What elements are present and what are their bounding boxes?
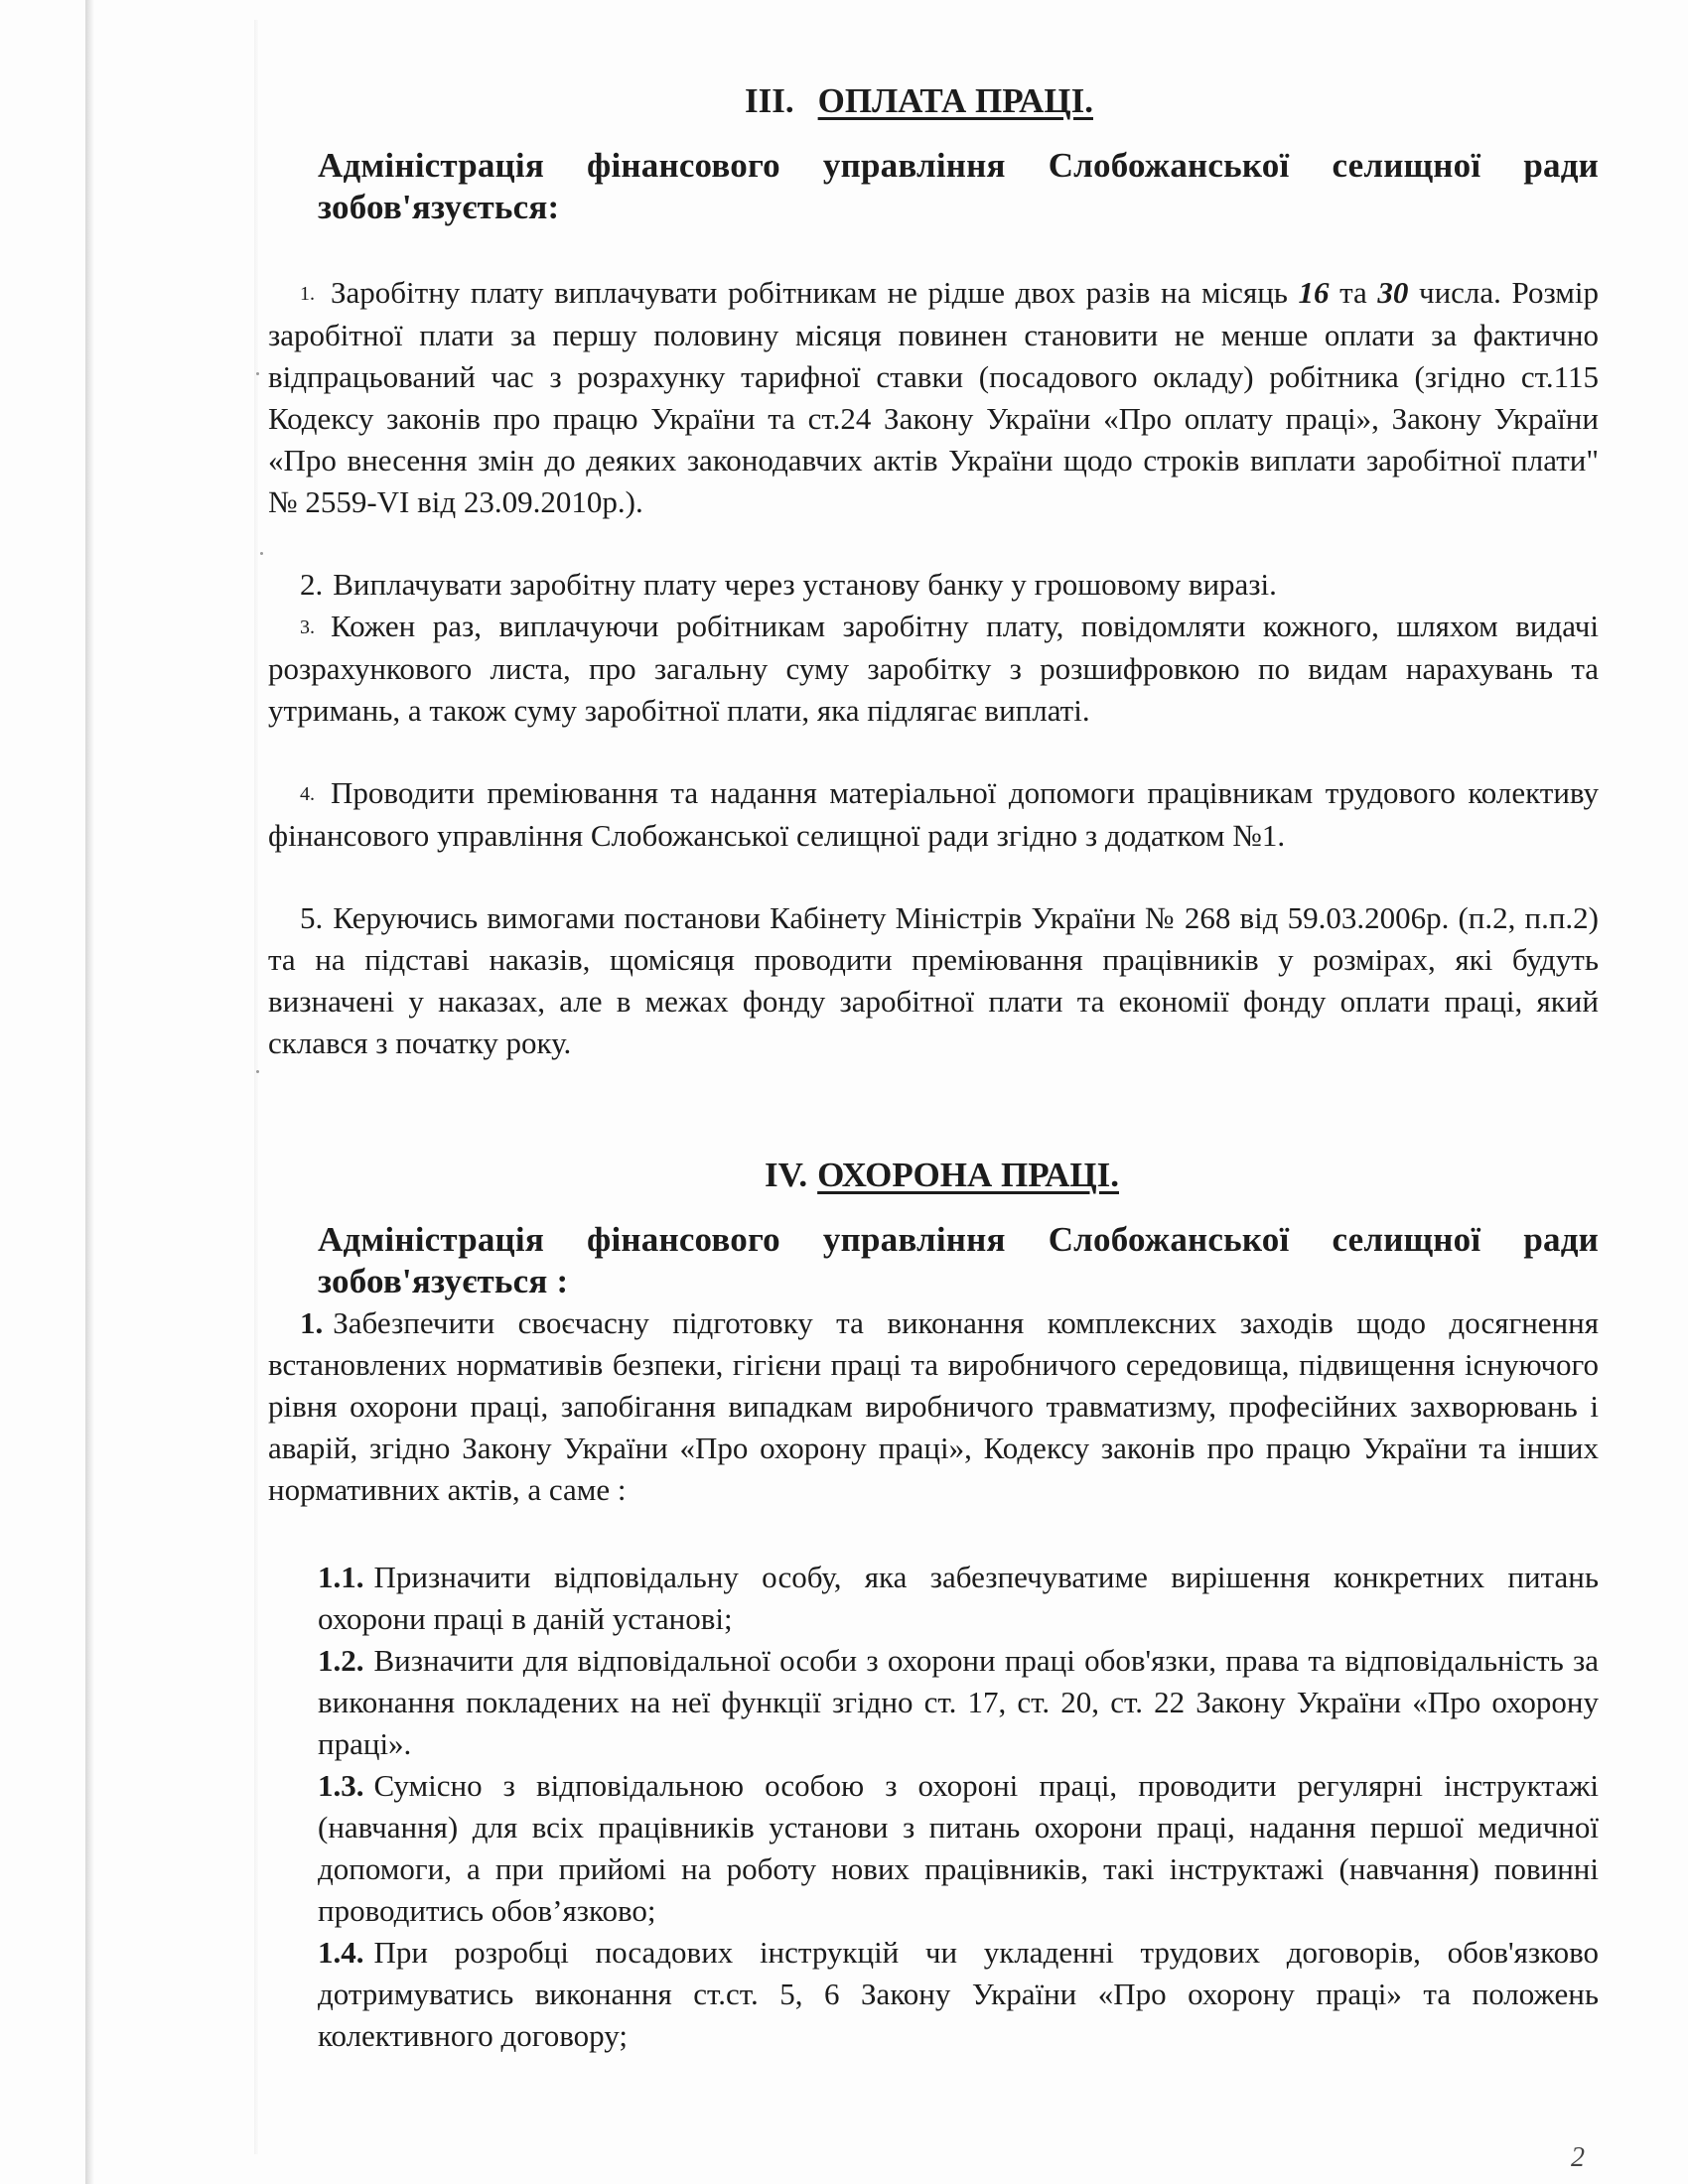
item-text-joiner: та (1329, 275, 1378, 310)
item-text: Керуючись вимогами постанови Кабінету Міністрів України № 268 від 59.03.2006р. (п.2, п.п.2) та на підставі наказів, щомісяця проводити преміювання працівників у розмірах, які будуть визначені у наказах, але в межах фонду заробітної плати та економії фонду оплати праці, який склався з початку року. (268, 900, 1599, 1060)
section-4-number: IV. (765, 1156, 808, 1194)
item-number: 1. (300, 283, 315, 305)
item-text: Визначити для відповідальної особи з охорони праці обов'язки, права та відповідальність за виконання покладених на неї функції згідно ст. 17, ст. 20, ст. 22 Закону України «Про охорону праці». (318, 1643, 1599, 1761)
section-3-item-2 (268, 564, 1599, 606)
item-text: При розробці посадових інструкцій чи укладенні трудових договорів, обов'язково дотримуватись виконання ст.ст. 5, 6 Закону України «Про охорону праці» та положень колективного договору; (318, 1935, 1599, 2053)
scan-speck (256, 1070, 259, 1073)
item-number: 1.2. (318, 1643, 364, 1678)
section-4-item-1-4 (318, 1932, 1599, 2057)
section-4-item-1 (268, 1302, 1599, 1511)
item-number: 1.3. (318, 1768, 364, 1803)
section-3-heading (745, 81, 1093, 121)
item-text: Кожен раз, виплачуючи робітникам заробітну плату, повідомляти кожного, шляхом видачі розрахункового листа, про загальну суму заробітку з розшифровкою по видам нарахувань та утримань, а також суму заробітної плати, яка підлягає виплаті. (268, 609, 1599, 728)
page-number-mark: 2 (1571, 2142, 1585, 2173)
pay-day-2: 30 (1377, 275, 1409, 310)
section-3-item-3 (268, 606, 1599, 732)
section-3-title: ОПЛАТА ПРАЦІ. (817, 81, 1093, 120)
item-number: 1.4. (318, 1935, 364, 1970)
item-text: Забезпечити своєчасну підготовку та виконання комплексних заходів щодо досягнення встановлених нормативів безпеки, гігієни праці та виробничого середовища, підвищення існуючого рівня охорони праці, запобігання випадкам виробничого травматизму, професійних захворювань і аварій, згідно Закону України «Про охорону праці», Кодексу законів про працю України та інших нормативних актів, а саме : (268, 1305, 1599, 1507)
scan-edge-shadow (85, 0, 94, 2184)
item-text: Призначити відповідальну особу, яка забезпечуватиме вирішення конкретних питань охорони праці в даній установі; (318, 1560, 1599, 1636)
item-text: Сумісно з відповідальною особою з охороні праці, проводити регулярні інструктажі (навчання) для всіх працівників установи з питань охорони праці, надання першої медичної допомоги, а при прийомі на роботу нових працівників, такі інструктажі (навчання) повинні проводитись обов’язково; (318, 1768, 1599, 1928)
section-4-admin-statement: Адміністрація фінансового управління Слобожанської селищної ради зобов'язується : (318, 1220, 1599, 1300)
section-4-item-1-3 (318, 1765, 1599, 1932)
item-number: 2. (300, 567, 324, 602)
section-3-item-5 (268, 897, 1599, 1064)
section-4-item-1-1 (318, 1557, 1599, 1640)
scan-speck (260, 552, 263, 555)
section-3-admin-statement: Адміністрація фінансового управління Слобожанської селищної ради зобов'язується: (318, 146, 1599, 226)
scan-fold-line (254, 20, 258, 2154)
item-number: 5. (300, 900, 324, 935)
item-number: 1.1. (318, 1560, 364, 1594)
item-number: 1. (300, 1305, 324, 1340)
section-4-title: ОХОРОНА ПРАЦІ. (817, 1156, 1119, 1194)
section-4-item-1-2 (318, 1640, 1599, 1765)
item-text: Проводити преміювання та надання матеріальної допомоги працівникам трудового колективу фінансового управління Слобожанської селищної ради згідно з додатком №1. (268, 775, 1599, 853)
item-number: 4. (300, 783, 315, 805)
item-text: Заробітну плату виплачувати робітникам не рідше двох разів на місяць (331, 275, 1299, 310)
section-3-item-4 (268, 772, 1599, 857)
item-text-rest: числа. Розмір заробітної плати за першу половину місяця повинен становити не менше оплати за фактично відпрацьований час з розрахунку тарифної ставки (посадового окладу) робітника (згідно ст.115 Кодексу законів про працю України та ст.24 Закону України «Про оплату праці», Закону України «Про внесення змін до деяких законодавчих актів України щодо строків виплати заробітної плати" № 2559-VI від 23.09.2010р.). (268, 275, 1600, 519)
section-3-number: III. (745, 81, 794, 120)
pay-day-1: 16 (1298, 275, 1330, 310)
section-3-item-1 (268, 272, 1599, 523)
item-text: Виплачувати заробітну плату через установу банку у грошовому виразі. (333, 567, 1277, 602)
scan-speck (256, 372, 259, 375)
section-4-heading (765, 1156, 1119, 1195)
item-number: 3. (300, 616, 315, 638)
